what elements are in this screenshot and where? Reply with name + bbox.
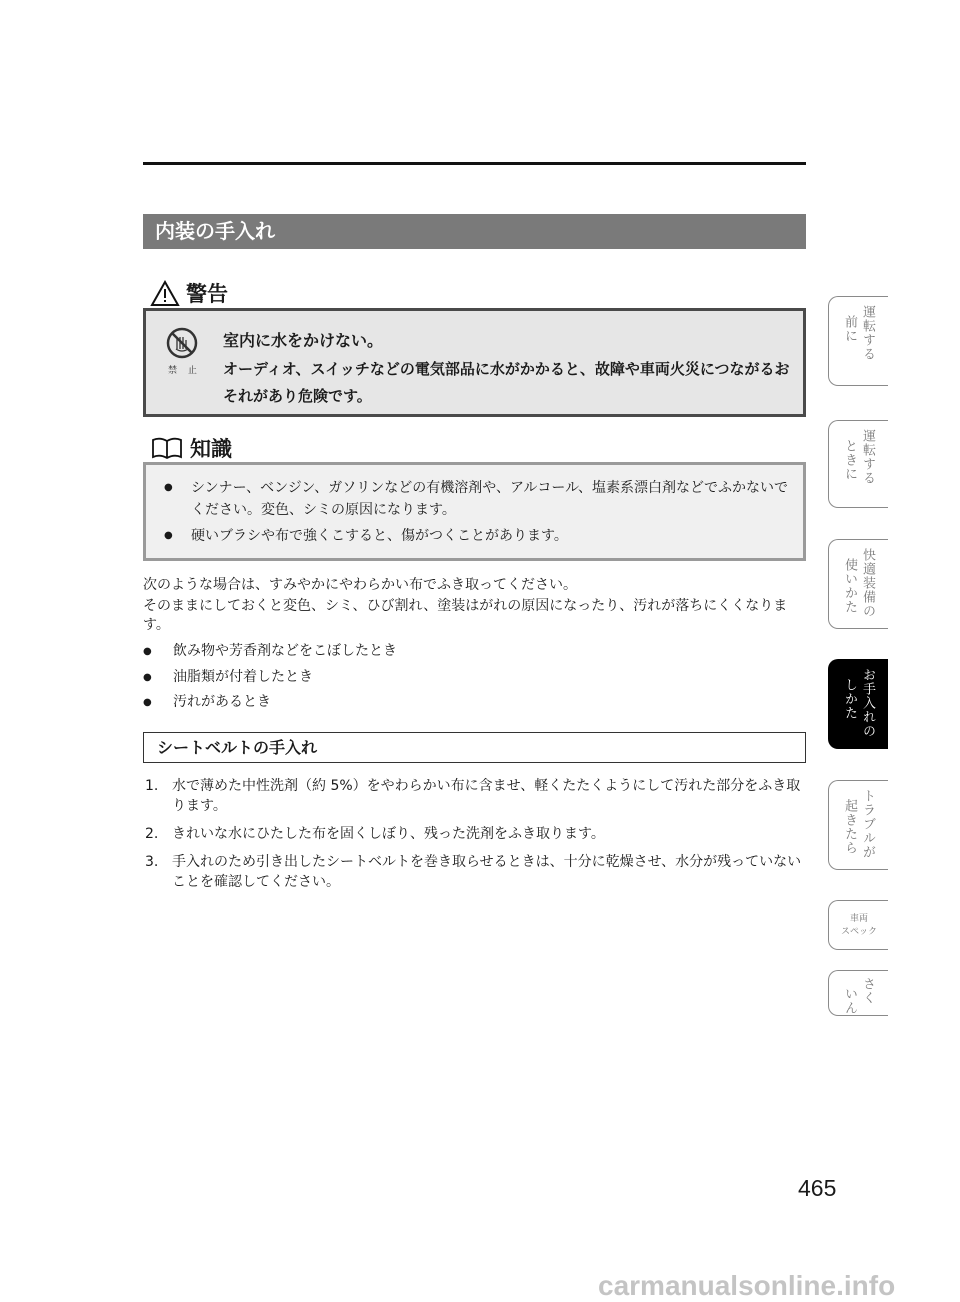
tab-label: 起きたら [842, 799, 857, 855]
tab-label: 運転する [860, 429, 875, 485]
knowledge-item: ● シンナー、ベンジン、ガソリンなどの有機溶剤や、アルコール、塩素系漂白剤などでふかないでください。変色、シミの原因になります。 [160, 477, 790, 521]
tab-label: ときに [842, 439, 857, 481]
knowledge-item: ● 硬いブラシや布で強くこすると、傷がつくことがあります。 [160, 525, 790, 547]
knowledge-heading [150, 433, 232, 463]
tab-driving-before[interactable] [828, 296, 888, 386]
step-number: 1. [145, 778, 159, 794]
warning-heading [150, 278, 228, 308]
case-list [143, 642, 397, 719]
page-number: 465 [798, 1175, 837, 1201]
tab-vehicle-specs[interactable] [828, 900, 888, 950]
tab-label: 快適装備の [860, 548, 875, 618]
section-title: 内装の手入れ [143, 214, 806, 249]
step-text: 水で薄めた中性洗剤（約 5%）をやわらかい布に含ませ、軽くたたくようにして汚れた部分をふき取ります。 [172, 778, 801, 814]
knowledge-label: 知識 [190, 437, 232, 461]
warning-body: オーディオ、スイッチなどの電気部品に水がかかると、故障や車両火災につながるおそれがあり危険です。 [223, 360, 790, 405]
knowledge-box [143, 462, 806, 561]
tab-maintenance[interactable] [828, 659, 888, 749]
step-number: 2. [145, 826, 159, 842]
tab-label: 車両 [849, 914, 868, 924]
list-item: ● 汚れがあるとき [143, 693, 397, 719]
warning-triangle-icon [150, 280, 180, 307]
list-item: ● 飲み物や芳香剤などをこぼしたとき [143, 642, 397, 668]
step-item [143, 776, 808, 816]
tab-label: お手入れの [860, 668, 875, 738]
warning-title: 室内に水をかけない。 [223, 331, 384, 350]
step-item [143, 824, 808, 844]
tab-driving-when[interactable] [828, 420, 888, 508]
watermark: carmanualsonline.info [598, 1270, 896, 1301]
step-item [143, 852, 808, 892]
step-text: きれいな水にひたした布を固くしぼり、残った洗剤をふき取ります。 [172, 826, 605, 842]
warning-box [143, 308, 806, 417]
tab-index[interactable] [828, 970, 888, 1016]
tab-label: スペック [840, 927, 877, 937]
prohibition-label: 禁 止 [168, 366, 201, 376]
seatbelt-steps [143, 776, 808, 900]
open-book-icon [150, 436, 184, 460]
tab-comfort-equipment[interactable] [828, 539, 888, 629]
list-item: ● 油脂類が付着したとき [143, 668, 397, 694]
tab-label: さく [860, 977, 875, 1005]
tab-label: 前に [842, 315, 857, 343]
header-rule [143, 162, 806, 165]
intro-line-1: 次のような場合は、すみやかにやわらかい布でふき取ってください。 [143, 577, 577, 593]
tab-label: 運転する [860, 305, 875, 361]
prohibition-icon [166, 327, 198, 359]
tab-trouble[interactable] [828, 780, 888, 870]
tab-label: しかた [842, 678, 857, 720]
warning-label: 警告 [186, 282, 228, 306]
seatbelt-heading: シートベルトの手入れ [143, 732, 806, 763]
tab-label: 使いかた [842, 558, 857, 614]
step-text: 手入れのため引き出したシートベルトを巻き取らせるときは、十分に乾燥させ、水分が残っていないことを確認してください。 [172, 854, 802, 890]
tab-label: いん [842, 987, 857, 1015]
step-number: 3. [145, 854, 159, 870]
tab-label: トラブルが [860, 789, 875, 859]
intro-line-2: そのままにしておくと変色、シミ、ひび割れ、塗装はがれの原因になったり、汚れが落ちにくくなります。 [143, 598, 788, 633]
